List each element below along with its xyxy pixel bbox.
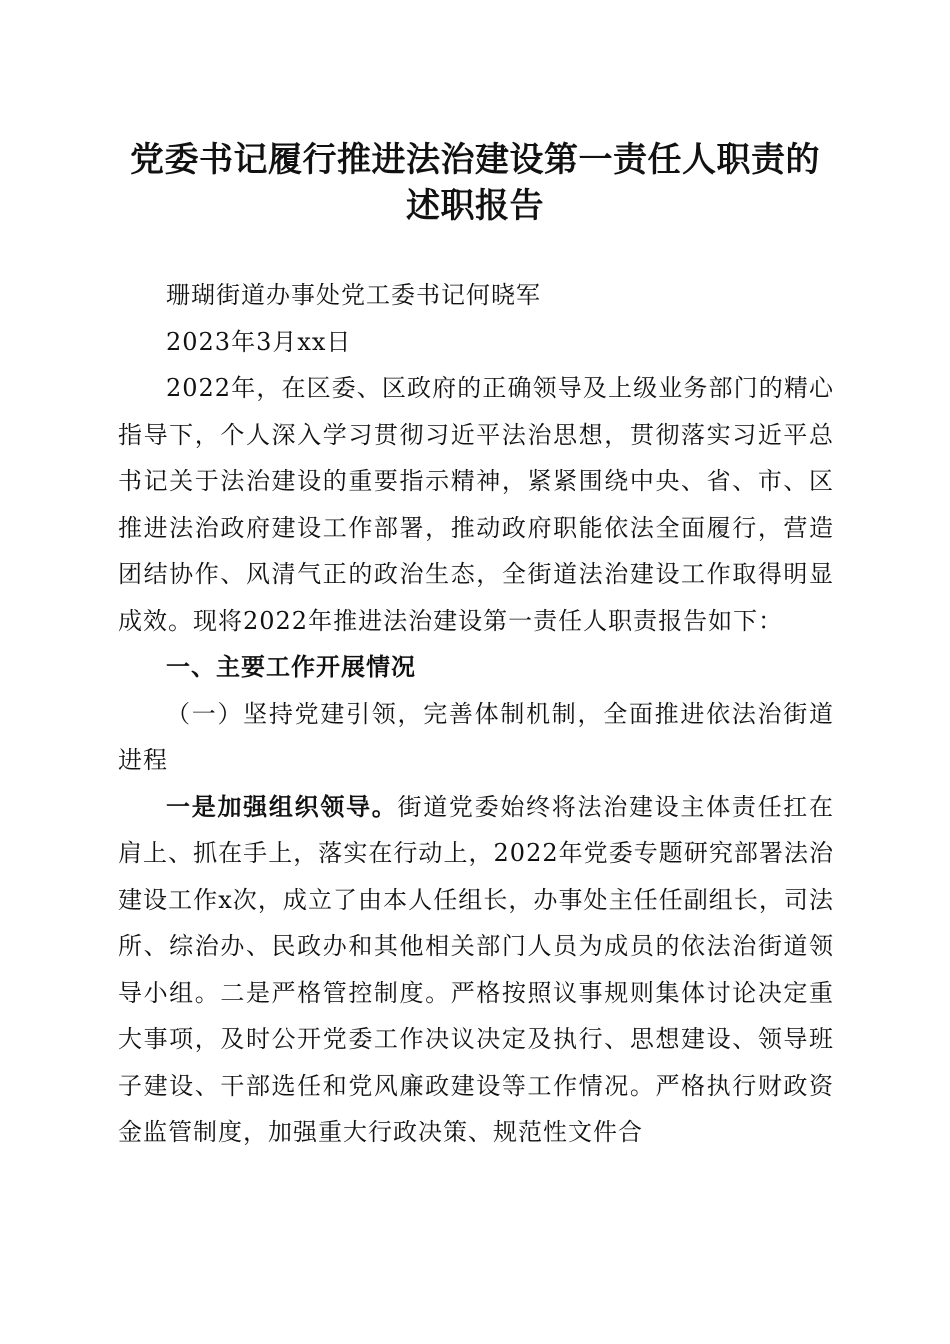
subsection-heading: （一）坚持党建引领，完善体制机制，全面推进依法治街道进程 — [118, 699, 834, 774]
body-paragraph — [118, 784, 834, 1156]
intro-paragraph: 2022年，在区委、区政府的正确领导及上级业务部门的精心指导下，个人深入学习贯彻习近平法治思想，贯彻落实习近平总书记关于法治建设的重要指示精神，紧紧围绕中央、省、市、区推进法治政府建设工作部署，推动政府职能依法全面履行，营造团结协作、风清气正的政治生态，全街道法治建设工作取得明显成效。现将2022年推进法治建设第一责任人职责报告如下： — [118, 374, 834, 635]
author-line: 珊瑚街道办事处党工委书记何晓军 — [166, 281, 541, 309]
section-heading: 一、主要工作开展情况 — [166, 653, 416, 681]
document-title-line-2: 述职报告 — [406, 186, 544, 226]
document-body — [118, 272, 834, 1156]
paragraph-text: 街道党委始终将法治建设主体责任扛在肩上、抓在手上，落实在行动上，2022年党委专题研究部署法治建设工作x次，成立了由本人任组长，办事处主任任副组长，司法所、综治办、民政办和其他相关部门人员为成员的依法治街道领导小组。二是严格管控制度。严格按照议事规则集体讨论决定重大事项，及时公开党委工作决议决定及执行、思想建设、领导班子建设、干部选任和党风廉政建设等工作情况。严格执行财政资金监管制度，加强重大行政决策、规范性文件合 — [118, 792, 835, 1146]
paragraph-lead-phrase: 一是加强组织领导。 — [166, 791, 398, 821]
date-line: 2023年3月xx日 — [166, 327, 352, 356]
document-title-line-1: 党委书记履行推进法治建设第一责任人职责的 — [130, 140, 820, 180]
